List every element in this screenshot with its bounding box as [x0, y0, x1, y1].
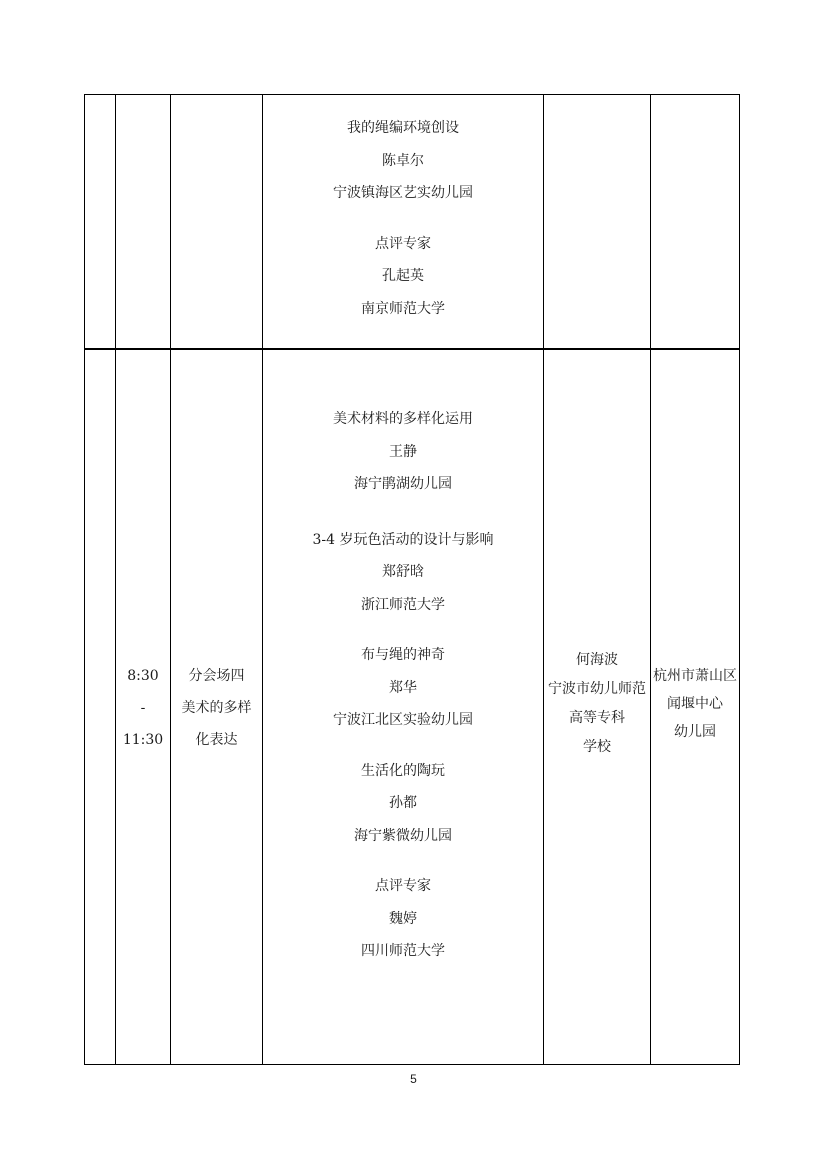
review-expert	[361, 870, 445, 968]
talk-organization: 浙江师范大学	[361, 596, 445, 613]
talk-item	[333, 639, 473, 737]
talk-speaker: 陈卓尔	[382, 152, 424, 169]
column-divider	[170, 94, 171, 1065]
host-organization-line: 宁波市幼儿师范	[548, 681, 646, 697]
talk-item	[354, 755, 452, 853]
review-expert	[361, 228, 445, 326]
talk-speaker: 王静	[389, 443, 417, 460]
review-label: 点评专家	[375, 878, 431, 894]
row2-talks-cell	[263, 403, 543, 973]
row1-talks-cell	[263, 112, 543, 332]
talk-item	[333, 112, 473, 210]
table-border-bottom	[84, 1064, 740, 1065]
page-number: 5	[410, 1072, 417, 1086]
row-divider	[84, 348, 740, 350]
venue-line: 闻堰中心	[667, 696, 723, 712]
review-organization: 四川师范大学	[361, 943, 445, 959]
session-topic-line: 美术的多样	[181, 700, 252, 716]
table-border-top	[84, 94, 740, 95]
time-end: 11:30	[122, 732, 164, 748]
session-topic-line: 化表达	[195, 732, 238, 748]
table-border-left	[84, 94, 85, 1065]
session-cell	[171, 660, 262, 756]
host-organization-line: 学校	[583, 739, 611, 755]
talk-organization: 海宁鹃湖幼儿园	[354, 476, 452, 492]
review-label: 点评专家	[375, 235, 431, 252]
review-organization: 南京师范大学	[361, 300, 445, 317]
time-cell	[116, 660, 170, 756]
talk-speaker: 孙都	[389, 795, 417, 811]
venue-line: 幼儿园	[674, 724, 716, 740]
talk-title: 我的绳编环境创设	[347, 120, 459, 136]
column-divider	[543, 94, 544, 1065]
talk-title: 生活化的陶玩	[361, 762, 445, 779]
venue-cell	[651, 660, 739, 748]
column-divider	[115, 94, 116, 1065]
venue-line: 杭州市萧山区	[653, 668, 737, 684]
time-start: 8:30	[127, 668, 159, 684]
session-name: 分会场四	[188, 668, 245, 684]
talk-organization: 海宁紫微幼儿园	[354, 827, 452, 844]
talk-organization: 宁波镇海区艺实幼儿园	[333, 185, 473, 201]
talk-organization: 宁波江北区实验幼儿园	[333, 712, 473, 728]
review-name: 孔起英	[382, 268, 424, 284]
talk-item	[333, 403, 473, 501]
column-divider	[650, 94, 651, 1065]
talk-speaker: 郑舒晗	[382, 564, 424, 580]
table-border-right	[739, 94, 740, 1065]
host-organization-line: 高等专科	[569, 710, 625, 726]
talk-item	[313, 524, 494, 622]
talk-speaker: 郑华	[389, 679, 417, 696]
review-name: 魏婷	[389, 910, 417, 927]
talk-title: 布与绳的神奇	[361, 647, 445, 663]
host-name: 何海波	[576, 652, 618, 668]
talk-title: 美术材料的多样化运用	[333, 411, 473, 427]
host-cell	[544, 645, 650, 763]
time-separator: -	[140, 700, 146, 716]
talk-title: 3-4 岁玩色活动的设计与影响	[312, 531, 494, 548]
